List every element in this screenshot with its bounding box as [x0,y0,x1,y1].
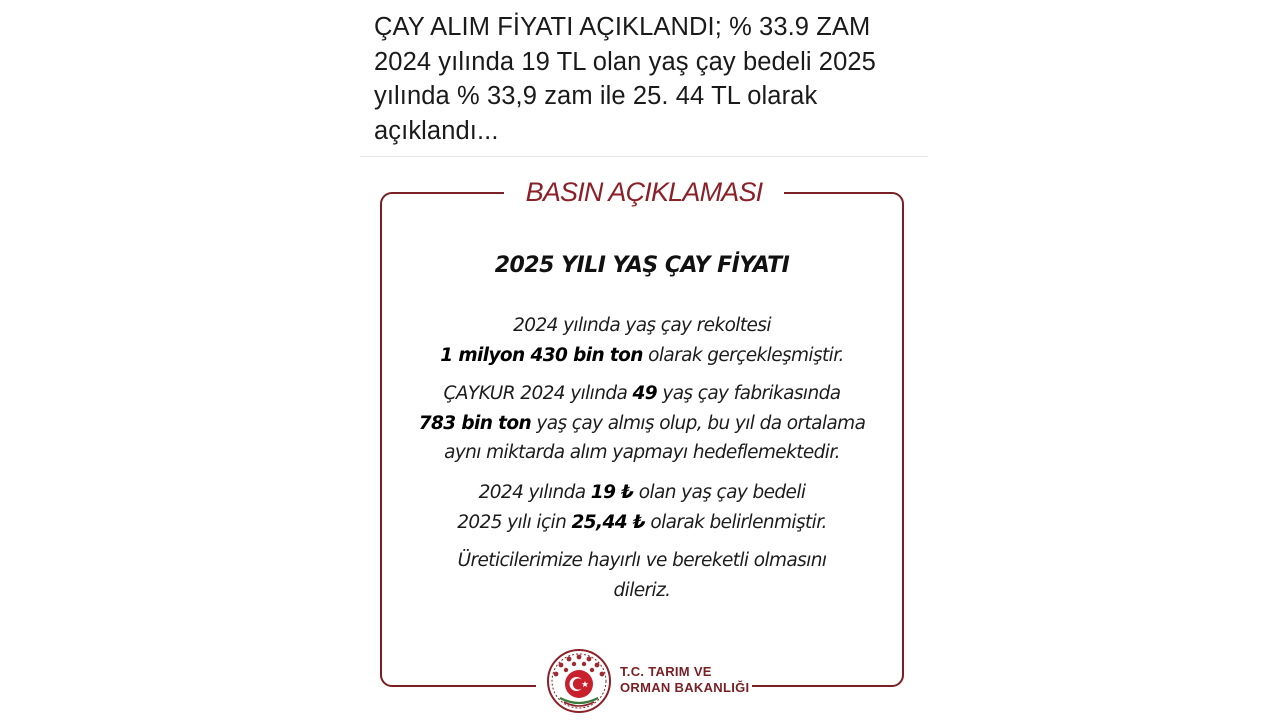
ministry-line: ORMAN BAKANLIĞI [620,680,750,695]
press-release-banner: BASIN AÇIKLAMASI [504,172,784,212]
bold-figure: 49 [632,383,658,404]
text: 2024 yılında yaş çay rekoltesi [513,315,771,336]
paragraph-price [380,478,904,537]
text-line [380,508,904,538]
headline-line: ÇAY ALIM FİYATI AÇIKLANDI; % 33.9 ZAM [374,13,871,41]
ministry-emblem-icon [546,648,612,714]
text: 2025 yılı için [457,511,572,533]
text-line [380,311,904,341]
paragraph-caykur [380,379,904,468]
text: olan yaş çay bedeli [633,482,806,503]
text-line [380,379,904,409]
divider [360,156,928,157]
text-line [380,341,904,371]
paragraph-harvest [380,311,904,370]
text: 2024 yılında [478,482,591,503]
text: aynı miktarda alım yapmayı hedeflemektedir. [444,442,840,463]
text-line [380,409,904,439]
ministry-name [620,664,749,696]
ministry-line: T.C. TARIM VE [620,664,712,679]
text-line: dileriz. [613,579,671,601]
headline-line: açıklandı... [374,116,499,145]
post-headline[interactable] [374,10,914,148]
text: yaş çay almış olup, bu yıl da ortalama [531,412,866,434]
text: yaş çay fabrikasında [657,383,841,404]
text-line: Üreticilerimize hayırlı ve bereketli olmasını [457,550,827,571]
text: olarak gerçekleşmiştir. [642,344,844,366]
headline-line: 2024 yılında 19 TL olan yaş çay bedeli 2025 [374,47,876,76]
bold-figure: 25,44 ₺ [571,511,646,533]
text-line [380,438,904,468]
bold-figure: 19 ₺ [590,482,634,503]
text: olarak belirlenmiştir. [645,511,827,533]
text-line [380,478,904,508]
card-title: 2025 YILI YAŞ ÇAY FİYATI [494,253,790,278]
bold-figure: 1 milyon 430 bin ton [440,344,643,366]
paragraph-wishes [380,546,904,605]
bold-figure: 783 bin ton [418,412,532,434]
news-post [360,0,928,720]
text: ÇAYKUR 2024 yılında [443,383,633,404]
headline-line: yılında % 33,9 zam ile 25. 44 TL olarak [374,82,818,110]
